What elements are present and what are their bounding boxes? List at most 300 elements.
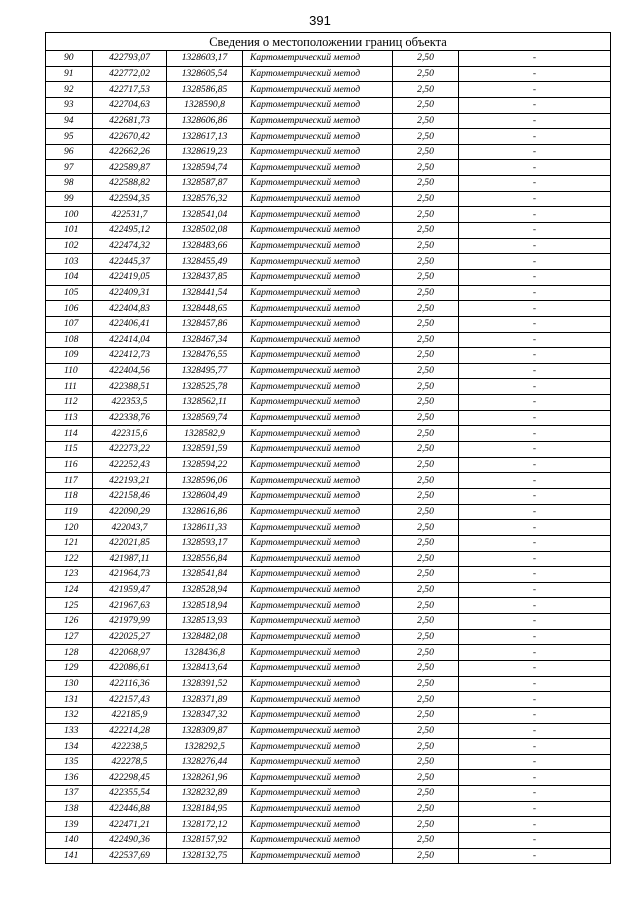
x-coordinate-cell: 422355,54: [93, 786, 167, 802]
y-coordinate-cell: 1328605,54: [167, 66, 243, 82]
table-row: [46, 66, 611, 82]
description-cell: -: [459, 238, 611, 254]
y-coordinate-cell: 1328611,33: [167, 520, 243, 536]
table-row: [46, 520, 611, 536]
table-row: [46, 848, 611, 864]
description-cell: -: [459, 660, 611, 676]
x-coordinate-cell: 422025,27: [93, 629, 167, 645]
table-row: [46, 660, 611, 676]
x-coordinate-cell: 422157,43: [93, 692, 167, 708]
method-cell: Картометрический метод: [243, 129, 393, 145]
point-number-cell: 131: [46, 692, 93, 708]
y-coordinate-cell: 1328591,59: [167, 442, 243, 458]
accuracy-cell: 2,50: [393, 348, 459, 364]
table-row: [46, 629, 611, 645]
y-coordinate-cell: 1328525,78: [167, 379, 243, 395]
accuracy-cell: 2,50: [393, 551, 459, 567]
description-cell: -: [459, 410, 611, 426]
x-coordinate-cell: 422414,04: [93, 332, 167, 348]
x-coordinate-cell: 422704,63: [93, 97, 167, 113]
y-coordinate-cell: 1328184,95: [167, 801, 243, 817]
table-row: [46, 160, 611, 176]
y-coordinate-cell: 1328132,75: [167, 848, 243, 864]
point-number-cell: 107: [46, 316, 93, 332]
x-coordinate-cell: 422315,6: [93, 426, 167, 442]
accuracy-cell: 2,50: [393, 707, 459, 723]
accuracy-cell: 2,50: [393, 754, 459, 770]
table-row: [46, 817, 611, 833]
method-cell: Картометрический метод: [243, 645, 393, 661]
y-coordinate-cell: 1328569,74: [167, 410, 243, 426]
y-coordinate-cell: 1328436,8: [167, 645, 243, 661]
description-cell: -: [459, 395, 611, 411]
accuracy-cell: 2,50: [393, 848, 459, 864]
description-cell: -: [459, 770, 611, 786]
y-coordinate-cell: 1328371,89: [167, 692, 243, 708]
x-coordinate-cell: 422531,7: [93, 207, 167, 223]
table-row: [46, 129, 611, 145]
y-coordinate-cell: 1328455,49: [167, 254, 243, 270]
point-number-cell: 93: [46, 97, 93, 113]
accuracy-cell: 2,50: [393, 426, 459, 442]
table-row: [46, 332, 611, 348]
description-cell: -: [459, 520, 611, 536]
point-number-cell: 133: [46, 723, 93, 739]
accuracy-cell: 2,50: [393, 238, 459, 254]
description-cell: -: [459, 567, 611, 583]
y-coordinate-cell: 1328437,85: [167, 269, 243, 285]
accuracy-cell: 2,50: [393, 614, 459, 630]
point-number-cell: 102: [46, 238, 93, 254]
x-coordinate-cell: 422471,21: [93, 817, 167, 833]
x-coordinate-cell: 422793,07: [93, 51, 167, 67]
description-cell: -: [459, 473, 611, 489]
x-coordinate-cell: 422681,73: [93, 113, 167, 129]
table-row: [46, 801, 611, 817]
y-coordinate-cell: 1328495,77: [167, 363, 243, 379]
point-number-cell: 132: [46, 707, 93, 723]
accuracy-cell: 2,50: [393, 363, 459, 379]
method-cell: Картометрический метод: [243, 301, 393, 317]
accuracy-cell: 2,50: [393, 379, 459, 395]
y-coordinate-cell: 1328603,17: [167, 51, 243, 67]
method-cell: Картометрический метод: [243, 567, 393, 583]
method-cell: Картометрический метод: [243, 363, 393, 379]
method-cell: Картометрический метод: [243, 223, 393, 239]
y-coordinate-cell: 1328157,92: [167, 833, 243, 849]
method-cell: Картометрический метод: [243, 629, 393, 645]
method-cell: Картометрический метод: [243, 207, 393, 223]
table-row: [46, 426, 611, 442]
method-cell: Картометрический метод: [243, 754, 393, 770]
x-coordinate-cell: 422772,02: [93, 66, 167, 82]
table-row: [46, 238, 611, 254]
method-cell: Картометрический метод: [243, 786, 393, 802]
description-cell: -: [459, 488, 611, 504]
point-number-cell: 94: [46, 113, 93, 129]
description-cell: -: [459, 66, 611, 82]
method-cell: Картометрический метод: [243, 51, 393, 67]
method-cell: Картометрический метод: [243, 442, 393, 458]
x-coordinate-cell: 422298,45: [93, 770, 167, 786]
accuracy-cell: 2,50: [393, 191, 459, 207]
description-cell: -: [459, 129, 611, 145]
accuracy-cell: 2,50: [393, 488, 459, 504]
x-coordinate-cell: 422278,5: [93, 754, 167, 770]
accuracy-cell: 2,50: [393, 676, 459, 692]
y-coordinate-cell: 1328593,17: [167, 535, 243, 551]
x-coordinate-cell: 421979,99: [93, 614, 167, 630]
method-cell: Картометрический метод: [243, 269, 393, 285]
table-row: [46, 567, 611, 583]
table-row: [46, 692, 611, 708]
point-number-cell: 95: [46, 129, 93, 145]
point-number-cell: 103: [46, 254, 93, 270]
x-coordinate-cell: 422086,61: [93, 660, 167, 676]
point-number-cell: 138: [46, 801, 93, 817]
description-cell: -: [459, 301, 611, 317]
description-cell: -: [459, 97, 611, 113]
accuracy-cell: 2,50: [393, 113, 459, 129]
y-coordinate-cell: 1328261,96: [167, 770, 243, 786]
table-row: [46, 551, 611, 567]
point-number-cell: 127: [46, 629, 93, 645]
point-number-cell: 115: [46, 442, 93, 458]
method-cell: Картометрический метод: [243, 97, 393, 113]
method-cell: Картометрический метод: [243, 144, 393, 160]
table-row: [46, 739, 611, 755]
table-row: [46, 269, 611, 285]
accuracy-cell: 2,50: [393, 51, 459, 67]
table-row: [46, 395, 611, 411]
point-number-cell: 90: [46, 51, 93, 67]
point-number-cell: 98: [46, 176, 93, 192]
point-number-cell: 140: [46, 833, 93, 849]
x-coordinate-cell: 422588,82: [93, 176, 167, 192]
accuracy-cell: 2,50: [393, 457, 459, 473]
x-coordinate-cell: 422662,26: [93, 144, 167, 160]
point-number-cell: 96: [46, 144, 93, 160]
point-number-cell: 92: [46, 82, 93, 98]
description-cell: -: [459, 348, 611, 364]
y-coordinate-cell: 1328457,86: [167, 316, 243, 332]
method-cell: Картометрический метод: [243, 348, 393, 364]
y-coordinate-cell: 1328483,66: [167, 238, 243, 254]
method-cell: Картометрический метод: [243, 551, 393, 567]
x-coordinate-cell: 422495,12: [93, 223, 167, 239]
description-cell: -: [459, 786, 611, 802]
x-coordinate-cell: 421964,73: [93, 567, 167, 583]
method-cell: Картометрический метод: [243, 614, 393, 630]
x-coordinate-cell: 422185,9: [93, 707, 167, 723]
accuracy-cell: 2,50: [393, 332, 459, 348]
method-cell: Картометрический метод: [243, 379, 393, 395]
method-cell: Картометрический метод: [243, 488, 393, 504]
y-coordinate-cell: 1328541,84: [167, 567, 243, 583]
method-cell: Картометрический метод: [243, 457, 393, 473]
y-coordinate-cell: 1328276,44: [167, 754, 243, 770]
description-cell: -: [459, 457, 611, 473]
point-number-cell: 136: [46, 770, 93, 786]
x-coordinate-cell: 422214,28: [93, 723, 167, 739]
method-cell: Картометрический метод: [243, 848, 393, 864]
table-row: [46, 82, 611, 98]
accuracy-cell: 2,50: [393, 285, 459, 301]
point-number-cell: 137: [46, 786, 93, 802]
accuracy-cell: 2,50: [393, 254, 459, 270]
description-cell: -: [459, 707, 611, 723]
accuracy-cell: 2,50: [393, 410, 459, 426]
description-cell: -: [459, 223, 611, 239]
description-cell: -: [459, 160, 611, 176]
table-row: [46, 285, 611, 301]
y-coordinate-cell: 1328590,8: [167, 97, 243, 113]
accuracy-cell: 2,50: [393, 316, 459, 332]
method-cell: Картометрический метод: [243, 285, 393, 301]
table-row: [46, 254, 611, 270]
accuracy-cell: 2,50: [393, 833, 459, 849]
accuracy-cell: 2,50: [393, 176, 459, 192]
method-cell: Картометрический метод: [243, 332, 393, 348]
y-coordinate-cell: 1328617,13: [167, 129, 243, 145]
point-number-cell: 119: [46, 504, 93, 520]
table-row: [46, 316, 611, 332]
method-cell: Картометрический метод: [243, 238, 393, 254]
method-cell: Картометрический метод: [243, 676, 393, 692]
method-cell: Картометрический метод: [243, 817, 393, 833]
method-cell: Картометрический метод: [243, 410, 393, 426]
point-number-cell: 129: [46, 660, 93, 676]
accuracy-cell: 2,50: [393, 207, 459, 223]
boundary-table: [45, 32, 611, 864]
table-row: [46, 645, 611, 661]
accuracy-cell: 2,50: [393, 269, 459, 285]
x-coordinate-cell: 422589,87: [93, 160, 167, 176]
table-row: [46, 707, 611, 723]
table-row: [46, 770, 611, 786]
table-row: [46, 363, 611, 379]
description-cell: -: [459, 833, 611, 849]
point-number-cell: 105: [46, 285, 93, 301]
table-row: [46, 348, 611, 364]
table-row: [46, 207, 611, 223]
accuracy-cell: 2,50: [393, 739, 459, 755]
table-body: [46, 51, 611, 864]
description-cell: -: [459, 426, 611, 442]
y-coordinate-cell: 1328482,08: [167, 629, 243, 645]
table-row: [46, 676, 611, 692]
x-coordinate-cell: 422490,36: [93, 833, 167, 849]
method-cell: Картометрический метод: [243, 66, 393, 82]
point-number-cell: 122: [46, 551, 93, 567]
description-cell: -: [459, 504, 611, 520]
x-coordinate-cell: 422409,31: [93, 285, 167, 301]
x-coordinate-cell: 422021,85: [93, 535, 167, 551]
table-row: [46, 144, 611, 160]
point-number-cell: 99: [46, 191, 93, 207]
y-coordinate-cell: 1328513,93: [167, 614, 243, 630]
x-coordinate-cell: 422404,56: [93, 363, 167, 379]
accuracy-cell: 2,50: [393, 223, 459, 239]
x-coordinate-cell: 422090,29: [93, 504, 167, 520]
point-number-cell: 116: [46, 457, 93, 473]
x-coordinate-cell: 422238,5: [93, 739, 167, 755]
y-coordinate-cell: 1328448,65: [167, 301, 243, 317]
description-cell: -: [459, 645, 611, 661]
description-cell: -: [459, 754, 611, 770]
table-row: [46, 457, 611, 473]
description-cell: -: [459, 692, 611, 708]
table-title-row: [46, 33, 611, 51]
point-number-cell: 101: [46, 223, 93, 239]
table-row: [46, 442, 611, 458]
description-cell: -: [459, 379, 611, 395]
description-cell: -: [459, 285, 611, 301]
table-row: [46, 410, 611, 426]
table-row: [46, 379, 611, 395]
accuracy-cell: 2,50: [393, 97, 459, 113]
point-number-cell: 111: [46, 379, 93, 395]
point-number-cell: 113: [46, 410, 93, 426]
description-cell: -: [459, 82, 611, 98]
x-coordinate-cell: 422273,22: [93, 442, 167, 458]
accuracy-cell: 2,50: [393, 473, 459, 489]
point-number-cell: 112: [46, 395, 93, 411]
accuracy-cell: 2,50: [393, 395, 459, 411]
x-coordinate-cell: 422717,53: [93, 82, 167, 98]
description-cell: -: [459, 535, 611, 551]
y-coordinate-cell: 1328347,32: [167, 707, 243, 723]
x-coordinate-cell: 422474,32: [93, 238, 167, 254]
description-cell: -: [459, 332, 611, 348]
y-coordinate-cell: 1328441,54: [167, 285, 243, 301]
y-coordinate-cell: 1328556,84: [167, 551, 243, 567]
accuracy-cell: 2,50: [393, 723, 459, 739]
y-coordinate-cell: 1328604,49: [167, 488, 243, 504]
description-cell: -: [459, 848, 611, 864]
table-row: [46, 833, 611, 849]
method-cell: Картометрический метод: [243, 598, 393, 614]
point-number-cell: 124: [46, 582, 93, 598]
page-number: 391: [309, 13, 331, 28]
x-coordinate-cell: 422338,76: [93, 410, 167, 426]
y-coordinate-cell: 1328586,85: [167, 82, 243, 98]
point-number-cell: 126: [46, 614, 93, 630]
table-row: [46, 113, 611, 129]
point-number-cell: 125: [46, 598, 93, 614]
y-coordinate-cell: 1328232,89: [167, 786, 243, 802]
table-row: [46, 223, 611, 239]
description-cell: -: [459, 551, 611, 567]
point-number-cell: 108: [46, 332, 93, 348]
description-cell: -: [459, 629, 611, 645]
y-coordinate-cell: 1328528,94: [167, 582, 243, 598]
table-row: [46, 51, 611, 67]
point-number-cell: 139: [46, 817, 93, 833]
accuracy-cell: 2,50: [393, 567, 459, 583]
method-cell: Картометрический метод: [243, 723, 393, 739]
accuracy-cell: 2,50: [393, 801, 459, 817]
description-cell: -: [459, 582, 611, 598]
table-row: [46, 176, 611, 192]
y-coordinate-cell: 1328616,86: [167, 504, 243, 520]
description-cell: -: [459, 363, 611, 379]
description-cell: -: [459, 207, 611, 223]
description-cell: -: [459, 269, 611, 285]
y-coordinate-cell: 1328518,94: [167, 598, 243, 614]
method-cell: Картометрический метод: [243, 520, 393, 536]
table-row: [46, 301, 611, 317]
x-coordinate-cell: 421967,63: [93, 598, 167, 614]
accuracy-cell: 2,50: [393, 582, 459, 598]
point-number-cell: 104: [46, 269, 93, 285]
method-cell: Картометрический метод: [243, 692, 393, 708]
point-number-cell: 135: [46, 754, 93, 770]
description-cell: -: [459, 739, 611, 755]
point-number-cell: 97: [46, 160, 93, 176]
description-cell: -: [459, 144, 611, 160]
description-cell: -: [459, 801, 611, 817]
y-coordinate-cell: 1328562,11: [167, 395, 243, 411]
accuracy-cell: 2,50: [393, 660, 459, 676]
accuracy-cell: 2,50: [393, 598, 459, 614]
y-coordinate-cell: 1328594,74: [167, 160, 243, 176]
y-coordinate-cell: 1328309,87: [167, 723, 243, 739]
table-row: [46, 598, 611, 614]
y-coordinate-cell: 1328576,32: [167, 191, 243, 207]
accuracy-cell: 2,50: [393, 817, 459, 833]
accuracy-cell: 2,50: [393, 786, 459, 802]
point-number-cell: 134: [46, 739, 93, 755]
accuracy-cell: 2,50: [393, 66, 459, 82]
method-cell: Картометрический метод: [243, 82, 393, 98]
accuracy-cell: 2,50: [393, 692, 459, 708]
accuracy-cell: 2,50: [393, 645, 459, 661]
method-cell: Картометрический метод: [243, 113, 393, 129]
description-cell: -: [459, 723, 611, 739]
accuracy-cell: 2,50: [393, 301, 459, 317]
accuracy-cell: 2,50: [393, 504, 459, 520]
description-cell: -: [459, 113, 611, 129]
method-cell: Картометрический метод: [243, 770, 393, 786]
method-cell: Картометрический метод: [243, 707, 393, 723]
y-coordinate-cell: 1328502,08: [167, 223, 243, 239]
x-coordinate-cell: 422446,88: [93, 801, 167, 817]
method-cell: Картометрический метод: [243, 582, 393, 598]
x-coordinate-cell: 422594,35: [93, 191, 167, 207]
point-number-cell: 100: [46, 207, 93, 223]
method-cell: Картометрический метод: [243, 316, 393, 332]
x-coordinate-cell: 422388,51: [93, 379, 167, 395]
accuracy-cell: 2,50: [393, 82, 459, 98]
table-row: [46, 504, 611, 520]
table-row: [46, 191, 611, 207]
x-coordinate-cell: 422406,41: [93, 316, 167, 332]
point-number-cell: 130: [46, 676, 93, 692]
x-coordinate-cell: 422193,21: [93, 473, 167, 489]
point-number-cell: 128: [46, 645, 93, 661]
x-coordinate-cell: 422412,73: [93, 348, 167, 364]
y-coordinate-cell: 1328467,34: [167, 332, 243, 348]
method-cell: Картометрический метод: [243, 833, 393, 849]
point-number-cell: 118: [46, 488, 93, 504]
x-coordinate-cell: 422445,37: [93, 254, 167, 270]
x-coordinate-cell: 422252,43: [93, 457, 167, 473]
y-coordinate-cell: 1328587,87: [167, 176, 243, 192]
point-number-cell: 117: [46, 473, 93, 489]
table-row: [46, 754, 611, 770]
x-coordinate-cell: 422116,36: [93, 676, 167, 692]
